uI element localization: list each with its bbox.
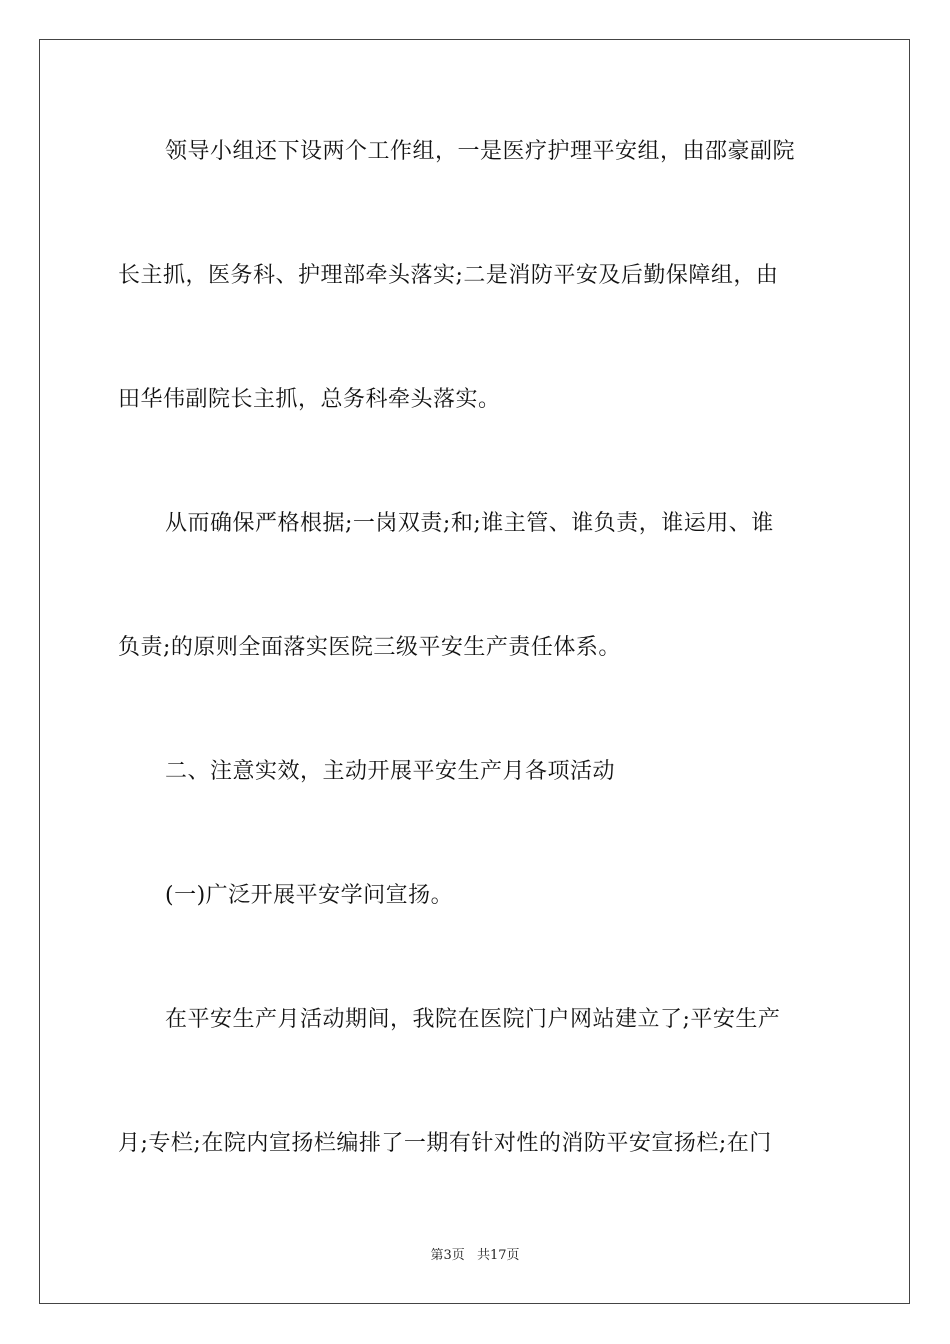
body-text-line: 从而确保严格根据;一岗双责;和;谁主管、谁负责，谁运用、谁 — [165, 511, 774, 536]
body-text-line: 月;专栏;在院内宣扬栏编排了一期有针对性的消防平安宣扬栏;在门 — [118, 1131, 772, 1156]
page-footer — [0, 1247, 950, 1265]
subsection-heading: (一)广泛开展平安学问宣扬。 — [165, 883, 454, 908]
body-text-line: 在平安生产月活动期间，我院在医院门户网站建立了;平安生产 — [165, 1007, 781, 1032]
body-text-line: 负责;的原则全面落实医院三级平安生产责任体系。 — [118, 635, 621, 660]
page-total: 共17页 — [476, 1248, 520, 1263]
page-border — [39, 39, 910, 1304]
body-text-line: 长主抓，医务科、护理部牵头落实;二是消防平安及后勤保障组，由 — [118, 263, 779, 288]
page-number: 第3页 — [430, 1248, 465, 1263]
body-text-line: 田华伟副院长主抓，总务科牵头落实。 — [118, 387, 501, 412]
body-text-line: 领导小组还下设两个工作组，一是医疗护理平安组，由邵豪副院 — [165, 139, 796, 164]
section-heading: 二、注意实效，主动开展平安生产月各项活动 — [165, 759, 616, 784]
